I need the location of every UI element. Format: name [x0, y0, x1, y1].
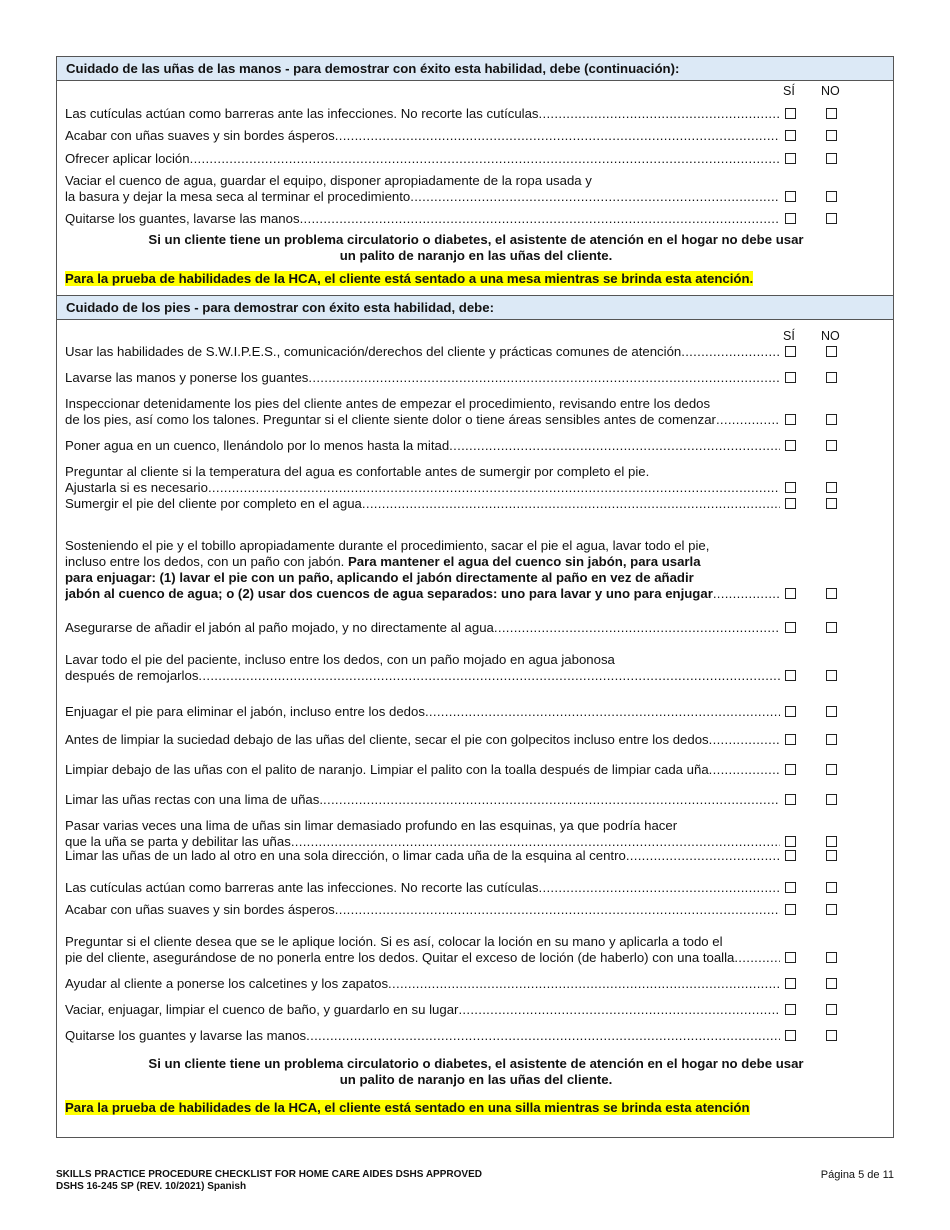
checklist-row: [65, 732, 885, 748]
checklist-row: [65, 704, 885, 720]
no-checkbox[interactable]: [826, 850, 837, 861]
row-text-line: incluso entre los dedos, con un paño con jabón. Para mantener el agua del cuenco sin jabón, para usarla: [65, 554, 701, 569]
row-text-line: Antes de limpiar la suciedad debajo de las uñas del cliente, secar el pie con golpecitos incluso entre los dedos .....: [65, 732, 780, 748]
checklist-row: [65, 652, 885, 684]
si-checkbox[interactable]: [785, 764, 796, 775]
circulatory-notice: [57, 1056, 895, 1088]
checklist-row: [65, 880, 885, 896]
si-checkbox[interactable]: [785, 622, 796, 633]
si-checkbox[interactable]: [785, 836, 796, 847]
si-checkbox[interactable]: [785, 588, 796, 599]
row-text-line: la basura y dejar la mesa seca al terminar el procedimiento .....: [65, 189, 780, 205]
no-checkbox[interactable]: [826, 440, 837, 451]
si-checkbox[interactable]: [785, 130, 796, 141]
row-text-line: Limpiar debajo de las uñas con el palito de naranjo. Limpiar el palito con la toalla después de limpiar cada uña .....: [65, 762, 780, 778]
checklist-row: [65, 620, 885, 636]
row-text-line: Limar las uñas rectas con una lima de uñas. .....: [65, 792, 780, 808]
footer-form-number: DSHS 16-245 SP (REV. 10/2021) Spanish: [56, 1181, 247, 1192]
checklist-row: [65, 106, 885, 122]
no-checkbox[interactable]: [826, 836, 837, 847]
si-checkbox[interactable]: [785, 153, 796, 164]
row-text-line: Lavarse las manos y ponerse los guantes .....: [65, 370, 780, 386]
row-text-line: Lavar todo el pie del paciente, incluso entre los dedos, con un paño mojado en agua jabonosa: [65, 652, 615, 667]
checklist-row: [65, 1028, 885, 1044]
page-footer: [56, 1169, 894, 1193]
no-checkbox[interactable]: [826, 1030, 837, 1041]
si-checkbox[interactable]: [785, 670, 796, 681]
checklist-row: [65, 464, 885, 496]
col-no-label: NO: [821, 84, 840, 98]
si-checkbox[interactable]: [785, 414, 796, 425]
no-checkbox[interactable]: [826, 622, 837, 633]
row-text-line: Las cutículas actúan como barreras ante las infecciones. No recorte las cutículas .....: [65, 880, 780, 896]
si-checkbox[interactable]: [785, 952, 796, 963]
row-text-line: Las cutículas actúan como barreras ante las infecciones. No recorte las cutículas .....: [65, 106, 780, 122]
no-checkbox[interactable]: [826, 191, 837, 202]
row-text-line: Ofrecer aplicar loción .....: [65, 151, 780, 167]
no-checkbox[interactable]: [826, 346, 837, 357]
no-checkbox[interactable]: [826, 482, 837, 493]
si-checkbox[interactable]: [785, 882, 796, 893]
no-checkbox[interactable]: [826, 108, 837, 119]
row-text-line: Pasar varias veces una lima de uñas sin limar demasiado profundo en las esquinas, ya que podría hacer: [65, 818, 678, 833]
checklist-row: [65, 370, 885, 386]
checklist-row: [65, 792, 885, 808]
circulatory-notice: [57, 232, 895, 264]
checklist-row: [65, 1002, 885, 1018]
row-text-line: Quitarse los guantes, lavarse las manos .....: [65, 211, 780, 227]
checklist-row: [65, 396, 885, 428]
row-text-line: jabón al cuenco de agua; o (2) usar dos cuencos de agua separados: uno para lavar y uno para enjugar .....: [65, 586, 780, 602]
si-checkbox[interactable]: [785, 706, 796, 717]
checklist-row: [65, 762, 885, 778]
section-header-pies: Cuidado de los pies - para demostrar con éxito esta habilidad, debe:: [57, 295, 893, 320]
row-text-line: después de remojarlos .....: [65, 668, 780, 684]
si-checkbox[interactable]: [785, 794, 796, 805]
notice-line: un palito de naranjo en las uñas del cliente.: [339, 1072, 613, 1087]
page-number: Página 5 de 11: [820, 1169, 894, 1181]
row-text-line: Limar las uñas de un lado al otro en una sola dirección, o limar cada uña de la esquina al centro .....: [65, 848, 780, 864]
checklist-frame: [56, 56, 894, 1138]
no-checkbox[interactable]: [826, 764, 837, 775]
si-checkbox[interactable]: [785, 213, 796, 224]
no-checkbox[interactable]: [826, 706, 837, 717]
row-text-line: Vaciar, enjuagar, limpiar el cuenco de baño, y guardarlo en su lugar .....: [65, 1002, 780, 1018]
checklist-row: [65, 128, 885, 144]
checklist-row: [65, 976, 885, 992]
row-text-line: Ajustarla si es necesario .....: [65, 480, 780, 496]
si-checkbox[interactable]: [785, 850, 796, 861]
no-checkbox[interactable]: [826, 904, 837, 915]
row-text-line: Sosteniendo el pie y el tobillo apropiadamente durante el procedimiento, sacar el pie el agua, lavar todo el pie,: [65, 538, 710, 553]
row-text-line: Acabar con uñas suaves y sin bordes ásperos .....: [65, 128, 780, 144]
no-checkbox[interactable]: [826, 372, 837, 383]
no-checkbox[interactable]: [826, 952, 837, 963]
row-text-line: Usar las habilidades de S.W.I.P.E.S., comunicación/derechos del cliente y prácticas comunes de atención .....: [65, 344, 780, 360]
no-checkbox[interactable]: [826, 882, 837, 893]
si-checkbox[interactable]: [785, 482, 796, 493]
si-checkbox[interactable]: [785, 372, 796, 383]
hca-test-highlight: Para la prueba de habilidades de la HCA, el cliente está sentado en una silla mientras se brinda esta atención: [65, 1100, 750, 1115]
row-text-line: Enjuagar el pie para eliminar el jabón, incluso entre los dedos .....: [65, 704, 780, 720]
checklist-row: [65, 818, 885, 850]
no-checkbox[interactable]: [826, 588, 837, 599]
no-checkbox[interactable]: [826, 130, 837, 141]
checklist-row: [65, 438, 885, 454]
section-header-manos: Cuidado de las uñas de las manos - para demostrar con éxito esta habilidad, debe (continuación):: [57, 57, 893, 81]
si-checkbox[interactable]: [785, 191, 796, 202]
section-body-pies: [57, 320, 893, 1137]
no-checkbox[interactable]: [826, 1004, 837, 1015]
section-body-manos: [57, 81, 893, 295]
si-checkbox[interactable]: [785, 498, 796, 509]
checklist-row: [65, 344, 885, 360]
hca-test-highlight: Para la prueba de habilidades de la HCA, el cliente está sentado a una mesa mientras se brinda esta atención.: [65, 271, 754, 286]
notice-line: un palito de naranjo en las uñas del cliente.: [339, 248, 613, 263]
si-checkbox[interactable]: [785, 108, 796, 119]
si-checkbox[interactable]: [785, 346, 796, 357]
row-text-line: Sumergir el pie del cliente por completo en el agua .....: [65, 496, 780, 512]
no-checkbox[interactable]: [826, 794, 837, 805]
row-text-line: Acabar con uñas suaves y sin bordes ásperos .....: [65, 902, 780, 918]
col-si-label: SÍ: [783, 84, 795, 98]
checklist-row: [65, 211, 885, 227]
row-text-line: Preguntar si el cliente desea que se le aplique loción. Si es así, colocar la loción en su mano y aplicarla a todo el: [65, 934, 723, 949]
row-text-line: Asegurarse de añadir el jabón al paño mojado, y no directamente al agua .....: [65, 620, 780, 636]
col-no-label: NO: [821, 329, 840, 343]
row-text-line: pie del cliente, asegurándose de no ponerla entre los dedos. Quitar el exceso de loción (de haberlo) con una toalla .....: [65, 950, 780, 966]
si-checkbox[interactable]: [785, 978, 796, 989]
checklist-row: [65, 848, 885, 864]
notice-line: Si un cliente tiene un problema circulatorio o diabetes, el asistente de atención en el hogar no debe usar: [148, 1056, 804, 1071]
row-text-line: Ayudar al cliente a ponerse los calcetines y los zapatos .....: [65, 976, 780, 992]
row-text-line: que la uña se parta y debilitar las uñas .....: [65, 834, 780, 850]
footer-form-title: SKILLS PRACTICE PROCEDURE CHECKLIST FOR HOME CARE AIDES DSHS APPROVED: [56, 1169, 482, 1180]
checklist-row: [65, 902, 885, 918]
row-text-line: Inspeccionar detenidamente los pies del cliente antes de empezar el procedimiento, revisando entre los dedos: [65, 396, 711, 411]
row-text-line: de los pies, así como los talones. Preguntar si el cliente siente dolor o tiene áreas sensibles antes de comenzar .....: [65, 412, 780, 428]
no-checkbox[interactable]: [826, 153, 837, 164]
checklist-row: [65, 538, 885, 602]
si-checkbox[interactable]: [785, 734, 796, 745]
si-checkbox[interactable]: [785, 1004, 796, 1015]
checklist-row: [65, 496, 885, 512]
notice-line: Si un cliente tiene un problema circulatorio o diabetes, el asistente de atención en el hogar no debe usar: [148, 232, 804, 247]
si-checkbox[interactable]: [785, 904, 796, 915]
checklist-row: [65, 173, 885, 205]
checklist-row: [65, 151, 885, 167]
row-text-line: para enjuagar: (1) lavar el pie con un paño, aplicando el jabón directamente al paño en vez de añadir: [65, 570, 694, 585]
row-text-line: Poner agua en un cuenco, llenándolo por lo menos hasta la mitad .....: [65, 438, 780, 454]
si-checkbox[interactable]: [785, 440, 796, 451]
no-checkbox[interactable]: [826, 734, 837, 745]
col-si-label: SÍ: [783, 329, 795, 343]
checklist-row: [65, 934, 885, 966]
row-text-line: Quitarse los guantes y lavarse las manos .....: [65, 1028, 780, 1044]
si-checkbox[interactable]: [785, 1030, 796, 1041]
row-text-line: Vaciar el cuenco de agua, guardar el equipo, disponer apropiadamente de la ropa usada y: [65, 173, 592, 188]
row-text-line: Preguntar al cliente si la temperatura del agua es confortable antes de sumergir por completo el pie.: [65, 464, 650, 479]
no-checkbox[interactable]: [826, 414, 837, 425]
no-checkbox[interactable]: [826, 213, 837, 224]
no-checkbox[interactable]: [826, 978, 837, 989]
no-checkbox[interactable]: [826, 498, 837, 509]
no-checkbox[interactable]: [826, 670, 837, 681]
